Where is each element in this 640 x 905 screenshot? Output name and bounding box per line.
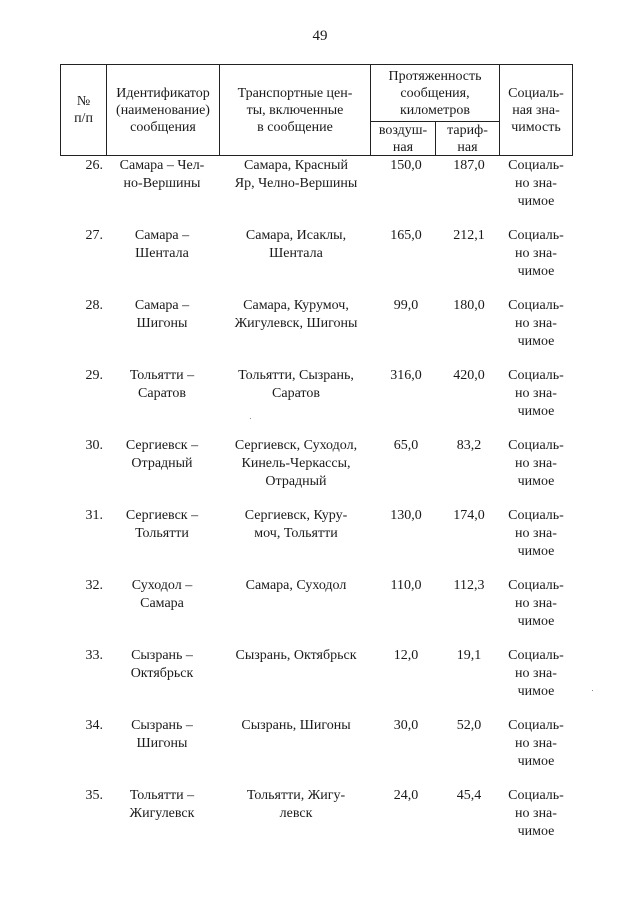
row-social-line: Социаль- — [508, 508, 564, 523]
row-number: 26. — [85, 158, 103, 173]
header-social-cell — [500, 65, 572, 155]
row-number: 27. — [85, 228, 103, 243]
row-centers — [218, 437, 374, 491]
row-centers-line: Тольятти, Сызрань, — [238, 368, 354, 383]
row-centers — [218, 227, 374, 263]
row-air-distance: 65,0 — [393, 438, 419, 453]
header-identifier-line: Идентификатор — [116, 85, 210, 101]
header-air-cell — [371, 122, 435, 156]
row-identifier-line: Сызрань – — [131, 718, 193, 733]
row-air-distance: 316,0 — [390, 368, 422, 383]
header-num-line: № — [76, 94, 91, 109]
row-social-significance — [496, 297, 576, 351]
table-row — [60, 297, 573, 367]
row-social-line: Социаль- — [508, 158, 564, 173]
row-number: 34. — [85, 718, 103, 733]
row-air-distance: 12,0 — [393, 648, 419, 663]
row-social-line: но зна- — [515, 596, 557, 611]
header-tariff-line: ная — [457, 140, 478, 155]
row-centers-line: Тольятти, Жигу- — [246, 788, 346, 803]
row-air-distance: 165,0 — [390, 228, 422, 243]
row-centers — [218, 787, 374, 823]
row-social-line: чимое — [517, 614, 555, 629]
row-social-significance — [496, 437, 576, 491]
header-social-line: чимость — [511, 119, 561, 135]
row-tariff-distance: 212,1 — [453, 228, 485, 243]
row-social-significance — [496, 157, 576, 211]
header-air-line: ная — [392, 140, 414, 155]
row-air-distance: 110,0 — [390, 578, 422, 593]
row-social-line: но зна- — [515, 386, 557, 401]
row-identifier — [108, 577, 216, 613]
row-identifier — [108, 787, 216, 823]
row-identifier-line: Сергиевск – — [125, 508, 199, 523]
row-social-line: но зна- — [515, 736, 557, 751]
table-row — [60, 227, 573, 297]
header-social-line: Социаль- — [508, 85, 564, 101]
row-identifier — [108, 297, 216, 333]
row-identifier-line: Тольятти – — [129, 788, 195, 803]
row-identifier — [108, 437, 216, 473]
row-centers-line: Отрадный — [265, 474, 327, 489]
header-centers-line: Транспортные цен- — [237, 85, 353, 101]
row-social-line: но зна- — [515, 456, 557, 471]
table-row — [60, 717, 573, 787]
scan-speck — [250, 418, 251, 419]
row-identifier-line: Жигулевск — [129, 806, 195, 821]
row-centers-line: Кинель-Черкассы, — [241, 456, 351, 471]
header-num-cell — [61, 65, 106, 155]
header-air-line: воздуш- — [378, 123, 428, 138]
header-centers-line: в сообщение — [257, 119, 333, 135]
row-air-distance: 99,0 — [393, 298, 419, 313]
row-social-line: Социаль- — [508, 438, 564, 453]
row-identifier — [108, 367, 216, 403]
row-social-line: чимое — [517, 194, 555, 209]
row-centers-line: Сызрань, Октябрьск — [235, 648, 357, 663]
row-identifier-line: Самара – — [134, 228, 190, 243]
row-social-significance — [496, 507, 576, 561]
row-tariff-distance: 83,2 — [456, 438, 482, 453]
header-length-line: Протяженность — [388, 68, 482, 84]
row-identifier-line: Самара – Чел- — [119, 158, 205, 173]
row-tariff-distance: 52,0 — [456, 718, 482, 733]
row-social-line: чимое — [517, 754, 555, 769]
row-number: 30. — [85, 438, 103, 453]
row-centers-line: Самара, Исаклы, — [245, 228, 347, 243]
header-centers-cell — [220, 65, 370, 155]
row-social-line: но зна- — [515, 666, 557, 681]
table-body — [60, 157, 573, 857]
row-social-line: но зна- — [515, 806, 557, 821]
row-tariff-distance: 19,1 — [456, 648, 482, 663]
row-identifier-line: Шентала — [135, 246, 189, 261]
row-identifier-line: Шигоны — [136, 316, 188, 331]
header-length-line: километров — [400, 102, 470, 118]
scan-speck — [592, 690, 593, 691]
row-social-significance — [496, 227, 576, 281]
table-row — [60, 157, 573, 227]
row-air-distance: 150,0 — [390, 158, 422, 173]
row-number: 33. — [85, 648, 103, 663]
row-identifier-line: Отрадный — [131, 456, 193, 471]
table-row — [60, 787, 573, 857]
row-social-line: но зна- — [515, 526, 557, 541]
row-social-significance — [496, 647, 576, 701]
row-centers-line: Самара, Курумоч, — [243, 298, 349, 313]
row-tariff-distance: 180,0 — [453, 298, 485, 313]
row-number: 35. — [85, 788, 103, 803]
row-number: 31. — [85, 508, 103, 523]
row-centers-line: Саратов — [272, 386, 320, 401]
row-identifier-line: Суходол – — [131, 578, 193, 593]
header-num-line: п/п — [74, 111, 93, 126]
row-centers-line: Шентала — [269, 246, 323, 261]
row-centers — [218, 647, 374, 665]
row-social-line: Социаль- — [508, 298, 564, 313]
page-number: 49 — [312, 28, 328, 44]
row-centers — [218, 717, 374, 735]
row-social-line: Социаль- — [508, 368, 564, 383]
row-social-line: чимое — [517, 404, 555, 419]
table-row — [60, 437, 573, 507]
row-social-significance — [496, 577, 576, 631]
row-centers-line: Сергиевск, Куру- — [244, 508, 348, 523]
table-row — [60, 507, 573, 577]
row-social-line: но зна- — [515, 316, 557, 331]
row-identifier-line: Саратов — [138, 386, 186, 401]
row-centers-line: Самара, Красный — [244, 158, 348, 173]
row-social-line: Социаль- — [508, 228, 564, 243]
row-social-line: чимое — [517, 474, 555, 489]
row-social-line: Социаль- — [508, 578, 564, 593]
row-social-line: но зна- — [515, 246, 557, 261]
row-identifier-line: Сызрань – — [131, 648, 193, 663]
header-tariff-line: тариф- — [447, 123, 488, 138]
row-identifier-line: Сергиевск – — [125, 438, 199, 453]
row-air-distance: 130,0 — [390, 508, 422, 523]
row-social-significance — [496, 787, 576, 841]
row-centers-line: Жигулевск, Шигоны — [234, 316, 358, 331]
row-identifier — [108, 157, 216, 193]
row-centers-line: Яр, Челно-Вершины — [234, 176, 358, 191]
row-social-significance — [496, 367, 576, 421]
header-identifier-line: сообщения — [130, 119, 196, 135]
row-identifier — [108, 507, 216, 543]
row-tariff-distance: 420,0 — [453, 368, 485, 383]
row-identifier-line: но-Вершины — [123, 176, 201, 191]
row-number: 28. — [85, 298, 103, 313]
header-length-line: сообщения, — [400, 85, 470, 101]
row-centers-line: Сергиевск, Суходол, — [234, 438, 358, 453]
row-social-line: чимое — [517, 684, 555, 699]
row-centers-line: левск — [279, 806, 313, 821]
row-identifier-line: Тольятти — [135, 526, 189, 541]
row-social-line: чимое — [517, 334, 555, 349]
table-header — [60, 64, 573, 156]
row-number: 29. — [85, 368, 103, 383]
row-social-line: но зна- — [515, 176, 557, 191]
row-centers-line: Самара, Суходол — [245, 578, 347, 593]
row-centers — [218, 297, 374, 333]
row-tariff-distance: 187,0 — [453, 158, 485, 173]
row-number: 32. — [85, 578, 103, 593]
row-social-line: Социаль- — [508, 718, 564, 733]
header-length-cell — [371, 65, 499, 121]
row-centers — [218, 367, 374, 403]
row-air-distance: 30,0 — [393, 718, 419, 733]
header-identifier-line: (наименование) — [116, 102, 210, 118]
row-identifier-line: Шигоны — [136, 736, 188, 751]
row-social-line: Социаль- — [508, 648, 564, 663]
row-social-significance — [496, 717, 576, 771]
table-row — [60, 577, 573, 647]
header-social-line: ная зна- — [512, 102, 560, 118]
table-row — [60, 367, 573, 437]
row-identifier-line: Тольятти – — [129, 368, 195, 383]
header-tariff-cell — [436, 122, 499, 156]
row-identifier — [108, 647, 216, 683]
row-centers — [218, 507, 374, 543]
row-centers — [218, 157, 374, 193]
table-row — [60, 647, 573, 717]
row-tariff-distance: 112,3 — [453, 578, 485, 593]
row-identifier-line: Самара – — [134, 298, 190, 313]
row-social-line: чимое — [517, 544, 555, 559]
row-tariff-distance: 174,0 — [453, 508, 485, 523]
row-identifier-line: Самара — [140, 596, 184, 611]
row-identifier — [108, 717, 216, 753]
row-identifier-line: Октябрьск — [130, 666, 194, 681]
row-air-distance: 24,0 — [393, 788, 419, 803]
header-identifier-cell — [107, 65, 219, 155]
row-social-line: чимое — [517, 824, 555, 839]
row-social-line: Социаль- — [508, 788, 564, 803]
header-centers-line: ты, включенные — [246, 102, 344, 118]
row-centers-line: моч, Тольятти — [254, 526, 338, 541]
row-centers-line: Сызрань, Шигоны — [241, 718, 351, 733]
row-social-line: чимое — [517, 264, 555, 279]
row-centers — [218, 577, 374, 595]
row-identifier — [108, 227, 216, 263]
row-tariff-distance: 45,4 — [456, 788, 482, 803]
